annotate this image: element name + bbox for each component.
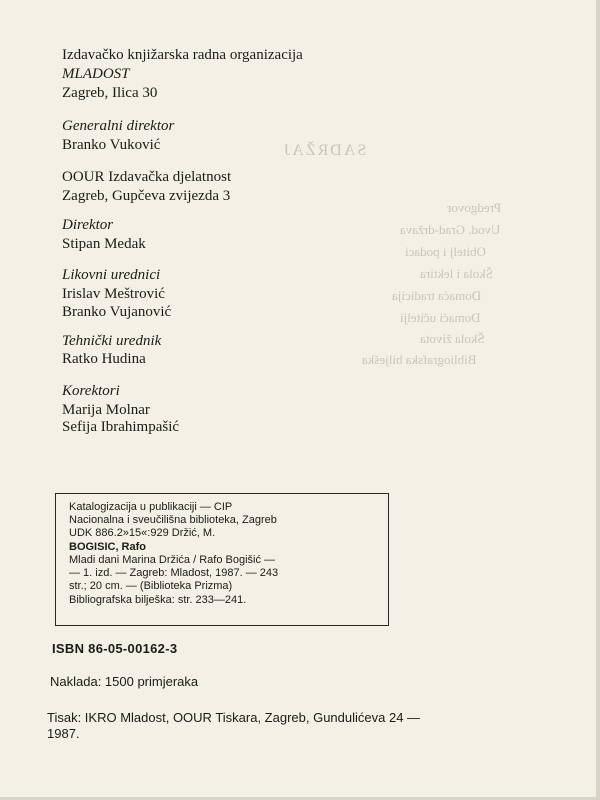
cip-library: Nacionalna i sveučilišna biblioteka, Zagreb [69, 514, 277, 526]
ghost-contents-item: Bibliografska bilješka [362, 352, 477, 367]
ghost-contents-title: SADRŽAJ [282, 142, 367, 159]
ghost-contents-item: Domaća tradicija [392, 288, 482, 303]
tech-editor-name: Ratko Hudina [62, 351, 146, 367]
general-director-name: Branko Vuković [62, 137, 161, 153]
printer-info [47, 710, 420, 742]
cip-record-box [55, 493, 389, 626]
printer-line: Tisak: IKRO Mladost, OOUR Tiskara, Zagreb, Gundulićeva 24 — [47, 710, 421, 725]
publisher-line: Izdavačko knjižarska radna organizacija [62, 47, 303, 63]
cip-author: BOGISIC, Rafo [69, 541, 147, 553]
cip-description: Mladi dani Marina Držića / Rafo Bogišić — [69, 554, 276, 566]
ghost-contents-item: Škola i lektira [420, 266, 493, 281]
publisher-address: Zagreb, Ilica 30 [62, 85, 158, 101]
printer-year: 1987. [47, 726, 80, 741]
print-run: Naklada: 1500 primjeraka [50, 674, 199, 689]
publisher-name: MLADOST [62, 66, 130, 82]
ghost-contents-item: Predgovor [447, 200, 502, 215]
oour-address: Zagreb, Gupčeva zvijezda 3 [62, 188, 231, 204]
cip-udk: UDK 886.2»15«:929 Držić, M. [69, 527, 216, 539]
tech-editor-label: Tehnički urednik [62, 333, 162, 349]
proofreader-name: Marija Molnar [62, 402, 150, 418]
cip-description: — 1. izd. — Zagreb: Mladost, 1987. — 243 [69, 567, 279, 579]
ghost-contents-item: Škola života [420, 331, 485, 346]
art-editor-name: Irislav Meštrović [62, 286, 165, 302]
director-name: Stipan Medak [62, 236, 146, 252]
ghost-contents-item: Obitelj i podaci [405, 244, 486, 259]
isbn: ISBN 86-05-00162-3 [52, 641, 178, 656]
cip-bibliography-note: Bibliografska bilješka: str. 233—241. [69, 594, 247, 606]
proofreaders-label: Korektori [62, 383, 120, 399]
oour-line: OOUR Izdavačka djelatnost [62, 169, 232, 185]
page-edge [596, 0, 600, 800]
ghost-contents-item: Domaći učitelji [400, 310, 481, 325]
director-label: Direktor [62, 217, 114, 233]
proofreader-name: Sefija Ibrahimpašić [62, 419, 180, 435]
ghost-contents-item: Uvod. Grad-država [400, 222, 501, 237]
cip-heading: Katalogizacija u publikaciji — CIP [69, 501, 233, 513]
cip-description: str.; 20 cm. — (Biblioteka Prizma) [69, 580, 233, 592]
art-editors-label: Likovni urednici [62, 267, 161, 283]
general-director-label: Generalni direktor [62, 118, 175, 134]
art-editor-name: Branko Vujanović [62, 304, 172, 320]
